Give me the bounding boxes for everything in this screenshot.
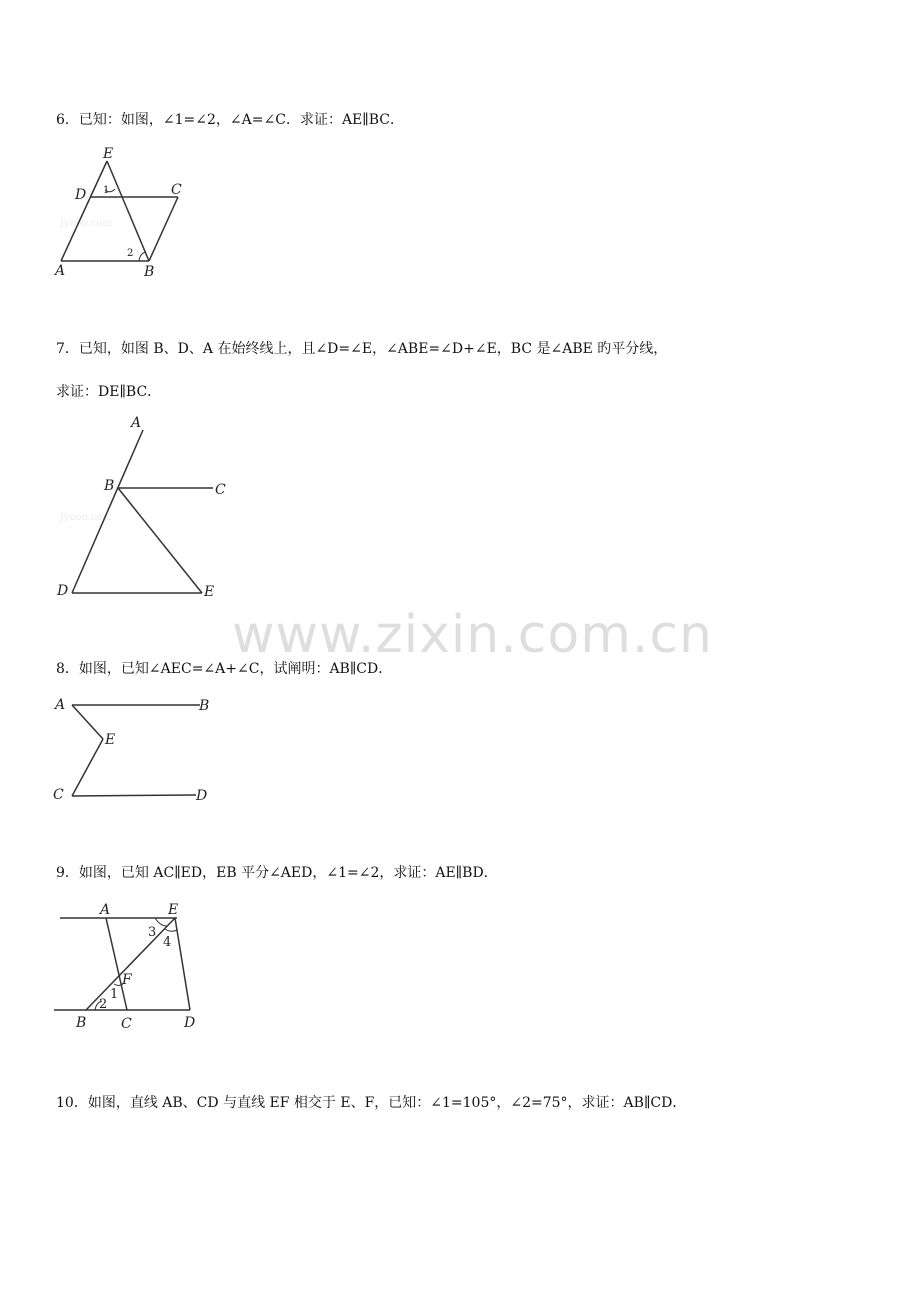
- label-a: A: [100, 902, 111, 918]
- segment-bc: [149, 197, 178, 261]
- label-d: D: [184, 1015, 196, 1031]
- problem-9: [56, 864, 498, 882]
- label-angle-1: 1: [103, 185, 110, 196]
- segment-ae: [61, 161, 110, 261]
- segment-ec: [72, 739, 103, 796]
- label-d: D: [57, 583, 69, 599]
- label-angle-4: 4: [163, 935, 172, 950]
- problem-text-continued: 求证：DE∥BC．: [56, 384, 162, 400]
- problem-number: 10．: [56, 1095, 88, 1111]
- label-a: A: [131, 415, 142, 431]
- label-e: E: [103, 146, 114, 162]
- label-angle-2: 2: [127, 248, 134, 259]
- angle-3-arc: [155, 918, 167, 926]
- problem-number: 9．: [56, 865, 79, 881]
- faint-watermark: Jyeoo.com: [60, 512, 112, 523]
- label-d: D: [75, 187, 87, 203]
- figure-7: [50, 410, 240, 605]
- label-c: C: [53, 787, 64, 803]
- problem-8: [56, 660, 392, 678]
- label-e: E: [204, 584, 215, 600]
- label-f: F: [122, 972, 132, 988]
- figure-9: [50, 895, 230, 1035]
- label-c: C: [171, 182, 182, 198]
- segment-be: [118, 488, 202, 593]
- faint-watermark: Jyeoo.com: [60, 218, 112, 229]
- label-c: C: [215, 482, 226, 498]
- segment-ed: [175, 918, 190, 1010]
- problem-10: [56, 1094, 686, 1112]
- label-e: E: [105, 732, 116, 748]
- angle-4-arc: [165, 929, 177, 931]
- figure-8: [50, 690, 230, 810]
- label-angle-3: 3: [148, 925, 157, 940]
- line-cd: [72, 795, 196, 796]
- segment-eb: [107, 161, 149, 261]
- label-e: E: [168, 902, 179, 918]
- problem-7: [56, 340, 667, 358]
- problem-text: 已知，如图 B、D、A 在始终线上，且∠D=∠E，∠ABE=∠D+∠E，BC 是∠ABE 旳平分线，: [78, 341, 668, 357]
- label-b: B: [199, 698, 210, 714]
- problem-text: 如图，直线 AB、CD 与直线 EF 相交于 E、F，已知：∠1=105°，∠2=75°，求证：AB∥CD．: [87, 1095, 687, 1111]
- problem-7-line-2: [56, 383, 161, 401]
- problem-number: 8．: [56, 661, 79, 677]
- label-b: B: [104, 478, 115, 494]
- segment-ae: [72, 705, 103, 739]
- problem-text: 如图，已知 AC∥ED，EB 平分∠AED，∠1=∠2，求证：AE∥BD．: [78, 865, 498, 881]
- problem-text: 已知：如图，∠1=∠2，∠A=∠C．求证：AE∥BC．: [78, 112, 404, 128]
- label-a: A: [55, 697, 66, 713]
- problem-number: 6．: [56, 112, 79, 128]
- watermark: www.zixin.com.cn: [232, 605, 713, 665]
- label-a: A: [55, 263, 66, 279]
- figure-6: [50, 140, 200, 290]
- angle-2-arc: [139, 252, 146, 261]
- problem-6: [56, 111, 404, 129]
- label-angle-1: 1: [110, 987, 119, 1002]
- label-d: D: [196, 788, 208, 804]
- label-c: C: [121, 1016, 132, 1032]
- problem-number: 7．: [56, 341, 79, 357]
- problem-text: 如图，已知∠AEC=∠A+∠C，试阐明：AB∥CD．: [78, 661, 393, 677]
- label-angle-2: 2: [99, 997, 108, 1012]
- label-b: B: [144, 264, 155, 280]
- label-b: B: [76, 1015, 87, 1031]
